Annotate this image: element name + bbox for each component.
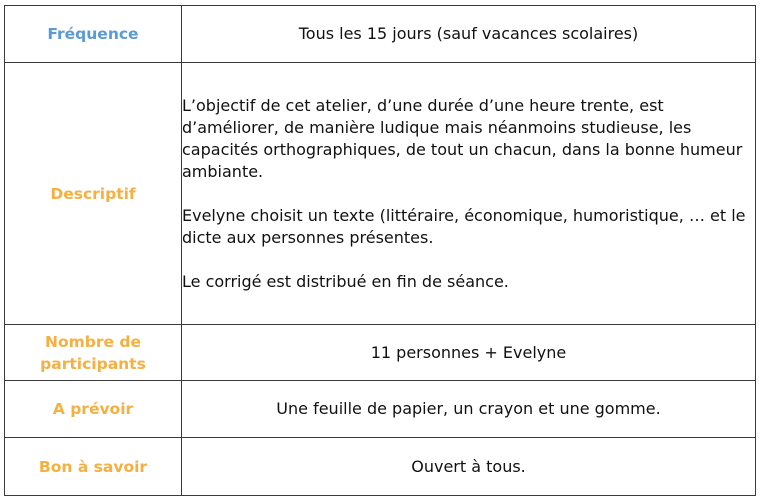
label-participants — [5, 325, 182, 381]
table-row-participants — [5, 325, 756, 381]
table-row-frequence — [5, 6, 756, 63]
value-participants: 11 personnes + Evelyne — [182, 325, 756, 381]
label-savoir: Bon à savoir — [5, 438, 182, 496]
info-table — [4, 5, 756, 496]
value-savoir: Ouvert à tous. — [182, 438, 756, 496]
label-prevoir: A prévoir — [5, 381, 182, 438]
value-frequence: Tous les 15 jours (sauf vacances scolaires) — [182, 6, 756, 63]
descriptif-paragraph-3: Le corrigé est distribué en fin de séance. — [182, 271, 509, 291]
value-prevoir: Une feuille de papier, un crayon et une gomme. — [182, 381, 756, 438]
value-descriptif — [182, 63, 756, 325]
table-row-savoir — [5, 438, 756, 496]
table-row-descriptif — [5, 63, 756, 325]
label-frequence: Fréquence — [5, 6, 182, 63]
label-participants-line-1: Nombre de — [44, 332, 142, 351]
descriptif-paragraph-2: Evelyne choisit un texte (littéraire, économique, humoristique, … et le dicte aux personnes présentes. — [182, 205, 746, 247]
descriptif-paragraph-1: L’objectif de cet atelier, d’une durée d’une heure trente, est d’améliorer, de manière ludique mais néanmoins studieuse, les capacités orthographiques, de tout un chacun, dans la bonne humeur ambiante. — [182, 95, 743, 181]
label-participants-line-2: participants — [40, 354, 146, 373]
label-descriptif: Descriptif — [5, 63, 182, 325]
table-row-prevoir — [5, 381, 756, 438]
